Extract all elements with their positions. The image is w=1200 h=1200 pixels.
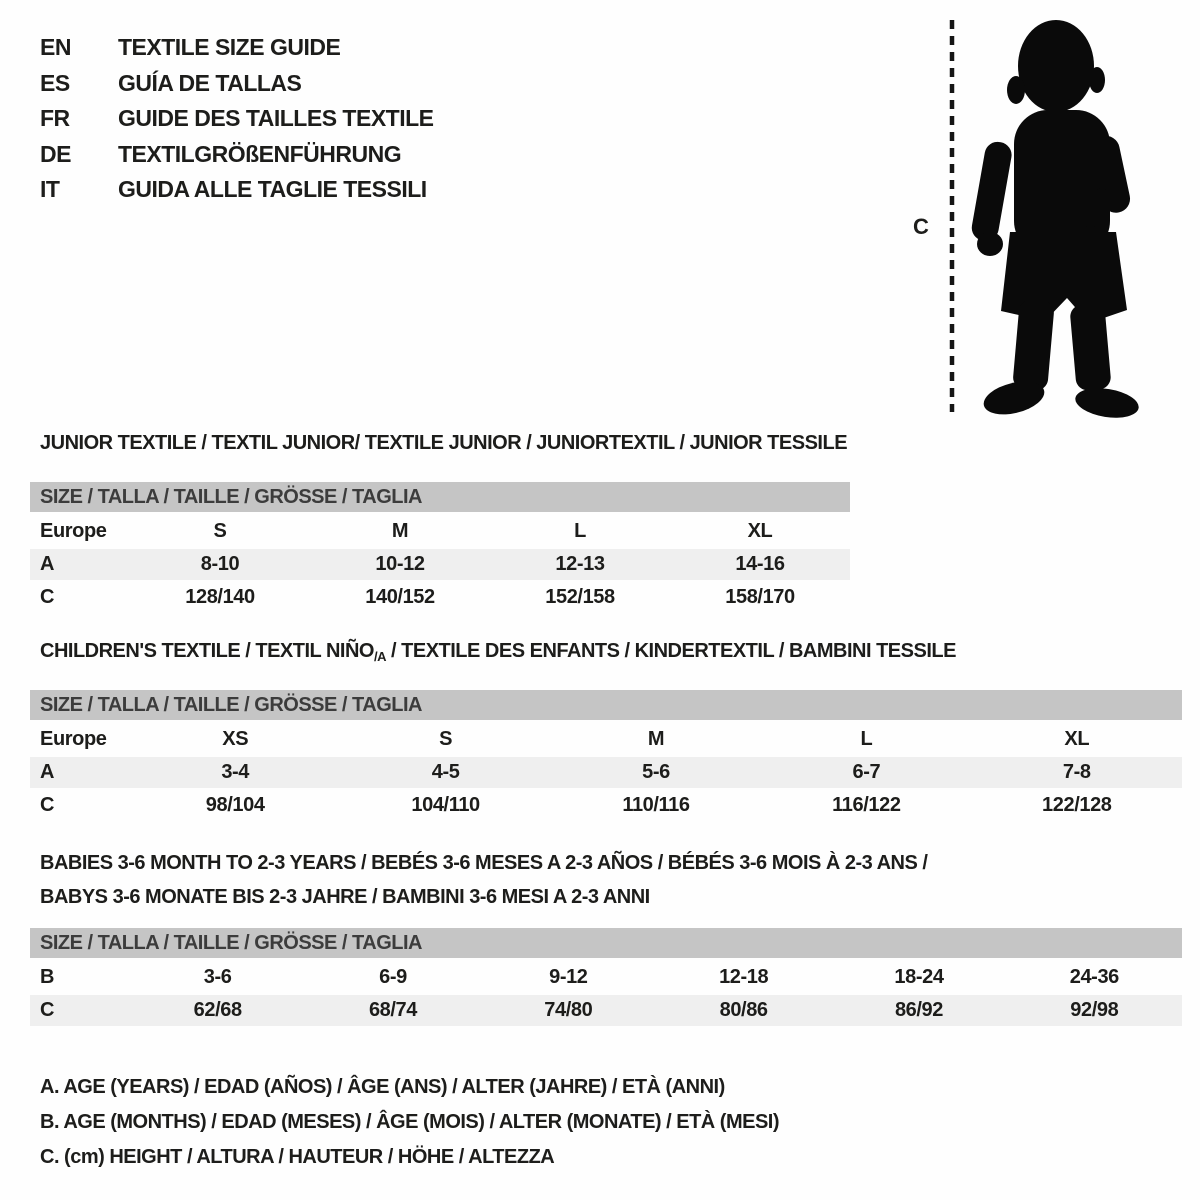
row-label: Europe — [30, 724, 130, 757]
language-code: EN — [40, 34, 71, 61]
babies-section-title — [40, 846, 927, 914]
size-cell: 18-24 — [831, 962, 1006, 995]
table-row — [30, 549, 850, 582]
language-code: ES — [40, 69, 70, 96]
table-row — [30, 582, 850, 615]
size-cell: 10-12 — [310, 549, 490, 582]
size-cell: XL — [670, 516, 850, 549]
language-list — [40, 30, 434, 208]
language-title: GUÍA DE TALLAS — [118, 69, 302, 96]
size-cell: 116/122 — [761, 790, 971, 823]
children-title-main: CHILDREN'S TEXTILE / TEXTIL NIÑO — [40, 640, 374, 662]
legend-line-age-months: B. AGE (MONTHS) / EDAD (MESES) / ÂGE (MOIS) / ALTER (MONATE) / ETÀ (MESI) — [40, 1111, 780, 1133]
size-cell: 140/152 — [310, 582, 490, 615]
size-cell: 6-7 — [761, 757, 971, 790]
size-cell: 24-36 — [1007, 962, 1182, 995]
table-row — [30, 790, 1182, 823]
size-cell: 80/86 — [656, 995, 831, 1028]
size-cell: 62/68 — [130, 995, 305, 1028]
size-cell: S — [340, 724, 550, 757]
height-measure-label: C — [913, 214, 929, 239]
size-cell: L — [490, 516, 670, 549]
babies-title-line2: BABYS 3-6 MONATE BIS 2-3 JAHRE / BAMBINI 3-6 MESI A 2-3 ANNI — [40, 886, 650, 908]
legend-line-age-years: A. AGE (YEARS) / EDAD (AÑOS) / ÂGE (ANS) / ALTER (JAHRE) / ETÀ (ANNI) — [40, 1076, 725, 1098]
size-cell: M — [310, 516, 490, 549]
language-title: TEXTILE SIZE GUIDE — [118, 34, 341, 61]
size-cell: 92/98 — [1007, 995, 1182, 1028]
size-cell: 3-6 — [130, 962, 305, 995]
children-title-sub: /A — [373, 649, 386, 664]
children-title-rest: / TEXTILE DES ENFANTS / KINDERTEXTIL / BAMBINI TESSILE — [385, 640, 956, 662]
row-label: C — [30, 790, 130, 823]
babies-size-table — [30, 928, 1182, 1028]
size-cell: XL — [972, 724, 1182, 757]
size-cell: 104/110 — [340, 790, 550, 823]
size-cell: 7-8 — [972, 757, 1182, 790]
size-cell: 3-4 — [130, 757, 340, 790]
babies-title-line1: BABIES 3-6 MONTH TO 2-3 YEARS / BEBÉS 3-6 MESES A 2-3 AÑOS / BÉBÉS 3-6 MOIS À 2-3 ANS / — [40, 852, 928, 874]
junior-section-title: JUNIOR TEXTILE / TEXTIL JUNIOR/ TEXTILE JUNIOR / JUNIORTEXTIL / JUNIOR TESSILE — [40, 432, 848, 454]
children-section-title — [40, 640, 956, 664]
row-label: Europe — [30, 516, 130, 549]
size-cell: 122/128 — [972, 790, 1182, 823]
row-label: C — [30, 995, 130, 1028]
row-label: A — [30, 757, 130, 790]
size-header-bar: SIZE / TALLA / TAILLE / GRÖSSE / TAGLIA — [30, 690, 1182, 720]
size-cell: 9-12 — [481, 962, 656, 995]
language-code: FR — [40, 105, 70, 132]
size-cell: 6-9 — [305, 962, 480, 995]
size-cell: 4-5 — [340, 757, 550, 790]
language-title: GUIDA ALLE TAGLIE TESSILI — [118, 176, 427, 203]
size-cell: 12-13 — [490, 549, 670, 582]
junior-size-table — [30, 482, 850, 615]
size-cell: 68/74 — [305, 995, 480, 1028]
table-row — [30, 995, 1182, 1028]
size-cell: XS — [130, 724, 340, 757]
size-cell: 74/80 — [481, 995, 656, 1028]
size-cell: 5-6 — [551, 757, 761, 790]
language-code: DE — [40, 140, 71, 167]
size-cell: 152/158 — [490, 582, 670, 615]
language-title: TEXTILGRÖßENFÜHRUNG — [118, 140, 402, 167]
size-cell: 8-10 — [130, 549, 310, 582]
size-cell: M — [551, 724, 761, 757]
size-cell: 14-16 — [670, 549, 850, 582]
row-label: A — [30, 549, 130, 582]
legend-line-height: C. (cm) HEIGHT / ALTURA / HAUTEUR / HÖHE / ALTEZZA — [40, 1146, 555, 1168]
table-row — [30, 757, 1182, 790]
children-size-table — [30, 690, 1182, 823]
table-row — [30, 516, 850, 549]
language-title: GUIDE DES TAILLES TEXTILE — [118, 105, 434, 132]
size-cell: 12-18 — [656, 962, 831, 995]
size-cell: S — [130, 516, 310, 549]
size-cell: 86/92 — [831, 995, 1006, 1028]
table-row — [30, 724, 1182, 757]
size-cell: L — [761, 724, 971, 757]
language-code: IT — [40, 176, 60, 203]
size-guide-figure — [905, 10, 1155, 422]
size-cell: 98/104 — [130, 790, 340, 823]
size-header-bar: SIZE / TALLA / TAILLE / GRÖSSE / TAGLIA — [30, 928, 1182, 958]
size-cell: 110/116 — [551, 790, 761, 823]
legend — [40, 1076, 779, 1181]
table-row — [30, 962, 1182, 995]
size-cell: 128/140 — [130, 582, 310, 615]
row-label: B — [30, 962, 130, 995]
size-header-bar: SIZE / TALLA / TAILLE / GRÖSSE / TAGLIA — [30, 482, 850, 512]
row-label: C — [30, 582, 130, 615]
size-cell: 158/170 — [670, 582, 850, 615]
toddler-silhouette-icon — [940, 10, 1145, 418]
